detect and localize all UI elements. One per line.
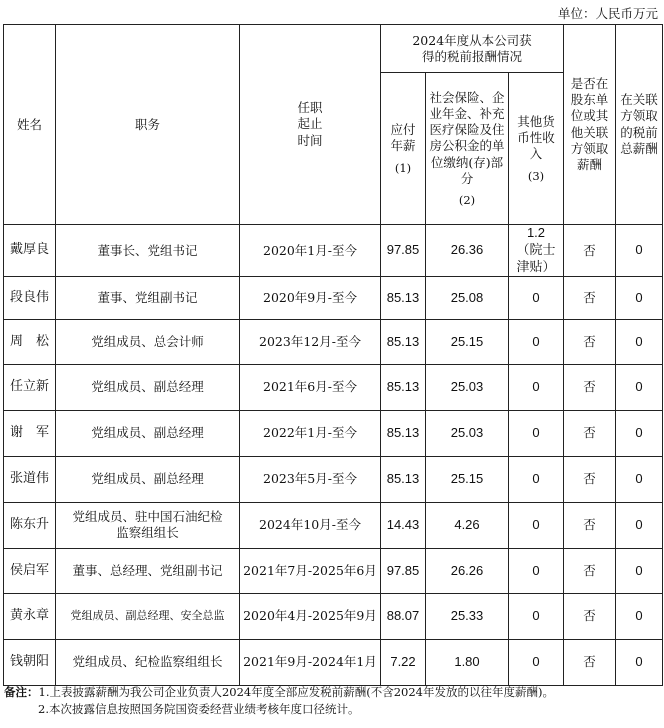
table-row: 谢 军 党组成员、副总经理 2022年1月-至今 85.13 25.03 0 否 0 [4,410,663,456]
table-row: 任立新 党组成员、副总经理 2021年6月-至今 85.13 25.03 0 否 0 [4,364,663,410]
header-name: 姓名 [4,25,56,225]
compensation-table [3,24,663,686]
table-row: 戴厚良 董事长、党组书记 2020年1月-至今 97.85 26.36 1.2（院士津贴） 否 0 [4,225,663,277]
header-related-amount: 在关联方领取的税前总薪酬 [616,25,663,225]
header-position: 职务 [56,25,240,225]
table-row: 侯启军 董事、总经理、党组副书记 2021年7月-2025年6月 97.85 26.26 0 否 0 [4,548,663,593]
table-row: 段良伟 董事、党组副书记 2020年9月-至今 85.13 25.08 0 否 0 [4,276,663,319]
table-row: 陈东升 党组成员、驻中国石油纪检监察组组长 2024年10月-至今 14.43 4.26 0 否 0 [4,502,663,548]
table-row: 钱朝阳 党组成员、纪检监察组组长 2021年9月-2024年1月 7.22 1.80 0 否 0 [4,639,663,685]
header-salary: 应付年薪 (1) [381,73,426,225]
table-row: 张道伟 党组成员、副总经理 2023年5月-至今 85.13 25.15 0 否 0 [4,456,663,502]
table-row: 周 松 党组成员、总会计师 2023年12月-至今 85.13 25.15 0 否 0 [4,319,663,364]
header-term: 任职起止时间 [240,25,381,225]
unit-label: 单位：人民币万元 [557,6,658,21]
notes-label: 备注 [4,685,27,699]
note-2: 2.本次披露信息按照国务院国资委经营业绩考核年度口径统计。 [38,702,360,717]
header-social: 社会保险、企业年金、补充医疗保险及住房公积金的单位缴纳(存)部分 (2) [426,73,509,225]
header-pretax-group: 2024年度从本公司获得的税前报酬情况 [381,25,564,73]
notes: 备注：1.上表披露薪酬为我公司企业负责人2024年度全部应发税前薪酬(不含2024年发放的以往年度薪酬)。 2.本次披露信息按照国务院国资委经营业绩考核年度口径统计。 [4,684,554,719]
header-related-flag: 是否在股东单位或其他关联方领取薪酬 [564,25,616,225]
table-row: 黄永章 党组成员、副总经理、安全总监 2020年4月-2025年9月 88.07 25.33 0 否 0 [4,593,663,639]
header-other: 其他货币性收入 (3) [509,73,564,225]
note-1: 1.上表披露薪酬为我公司企业负责人2024年度全部应发税前薪酬(不含2024年发放的以往年度薪酬)。 [38,685,554,699]
